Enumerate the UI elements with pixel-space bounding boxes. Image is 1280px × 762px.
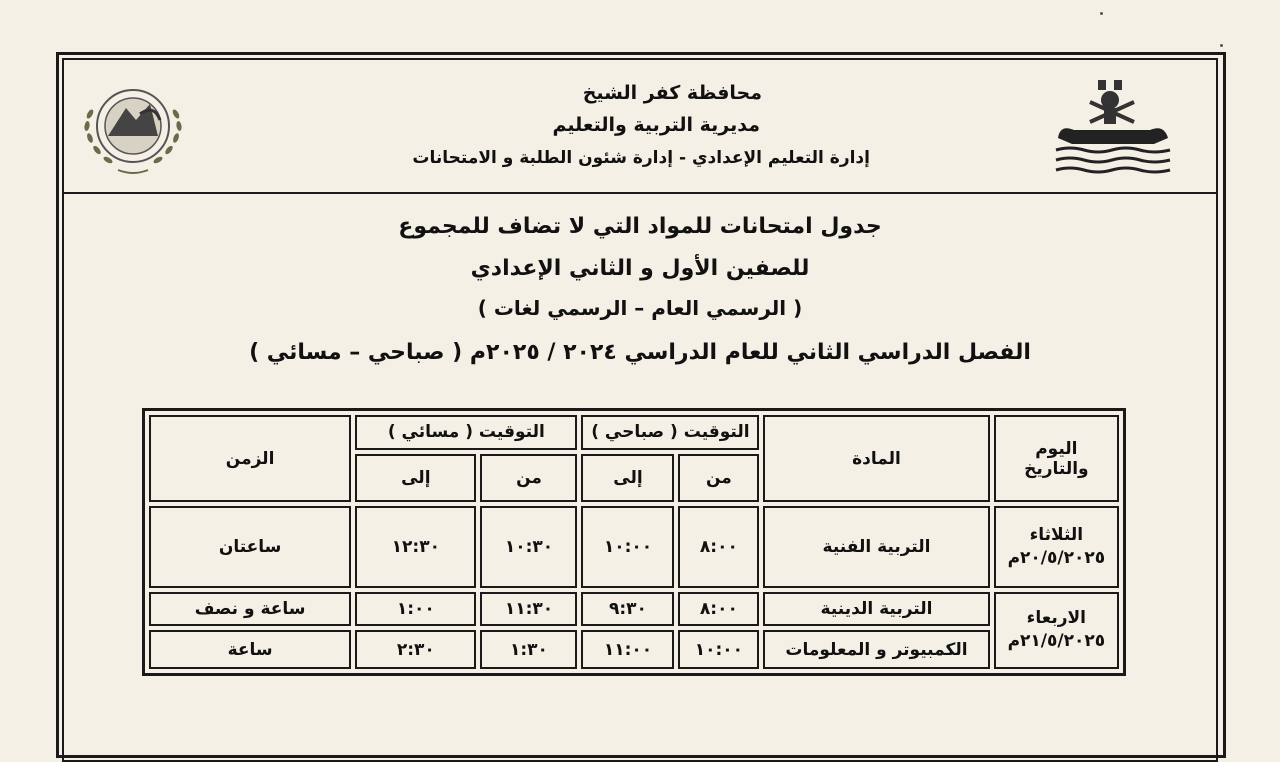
morning-from-cell: ٨:٠٠	[678, 592, 759, 627]
evening-to-cell: ٢:٣٠	[355, 630, 476, 669]
exam-schedule-table	[142, 408, 1126, 676]
tracks-line: ( الرسمي العام – الرسمي لغات )	[477, 296, 803, 320]
table-row	[149, 506, 1119, 587]
directorate-name: مديرية التربية والتعليم	[552, 114, 760, 136]
header-morning-from: من	[678, 454, 759, 503]
header-evening-from: من	[480, 454, 577, 503]
evening-to-cell: ١٢:٣٠	[355, 506, 476, 587]
evening-from-cell: ١١:٣٠	[480, 592, 577, 627]
subject-cell: الكمبيوتر و المعلومات	[763, 630, 989, 669]
header-subject: المادة	[763, 415, 989, 502]
day-name: الاربعاء	[1026, 608, 1086, 629]
exam-date: ٢٠/٥/٢٠٢٥م	[1007, 548, 1106, 569]
subject-cell: التربية الدينية	[763, 592, 989, 627]
morning-to-cell: ٩:٣٠	[581, 592, 674, 627]
administration-name: إدارة التعليم الإعدادي - إدارة شئون الطلبة و الامتحانات	[412, 148, 870, 168]
governorate-logo	[1050, 74, 1176, 178]
scan-speck	[1100, 12, 1103, 15]
grades-line: للصفين الأول و الثاني الإعدادي	[470, 256, 810, 281]
directorate-logo	[78, 74, 188, 178]
term-line: الفصل الدراسي الثاني للعام الدراسي ٢٠٢٤ / ٢٠٢٥م ( صباحي – مسائي )	[249, 340, 1031, 365]
governorate-name: محافظة كفر الشيخ	[582, 82, 762, 104]
duration-cell: ساعتان	[149, 506, 351, 587]
morning-from-cell: ١٠:٠٠	[678, 630, 759, 669]
evening-from-cell: ١٠:٣٠	[480, 506, 577, 587]
table-row	[149, 630, 1119, 669]
header-day-date: اليوم والتاريخ	[994, 415, 1119, 502]
header-duration: الزمن	[149, 415, 351, 502]
duration-cell: ساعة	[149, 630, 351, 669]
header-morning-to: إلى	[581, 454, 674, 503]
header-morning-timing: التوقيت ( صباحي )	[581, 415, 759, 450]
morning-to-cell: ١٠:٠٠	[581, 506, 674, 587]
header-evening-timing: التوقيت ( مسائي )	[355, 415, 577, 450]
scan-speck	[1220, 44, 1223, 47]
exam-date: ٢١/٥/٢٠٢٥م	[1007, 631, 1106, 652]
day-date-cell	[994, 592, 1119, 669]
schedule-title: جدول امتحانات للمواد التي لا تضاف للمجموع	[398, 214, 882, 239]
day-date-cell	[994, 506, 1119, 587]
evening-from-cell: ١:٣٠	[480, 630, 577, 669]
evening-to-cell: ١:٠٠	[355, 592, 476, 627]
morning-from-cell: ٨:٠٠	[678, 506, 759, 587]
day-name: الثلاثاء	[1029, 525, 1084, 546]
duration-cell: ساعة و نصف	[149, 592, 351, 627]
header-divider	[62, 192, 1216, 194]
table-row	[149, 592, 1119, 627]
header-evening-to: إلى	[355, 454, 476, 503]
subject-cell: التربية الفنية	[763, 506, 989, 587]
morning-to-cell: ١١:٠٠	[581, 630, 674, 669]
